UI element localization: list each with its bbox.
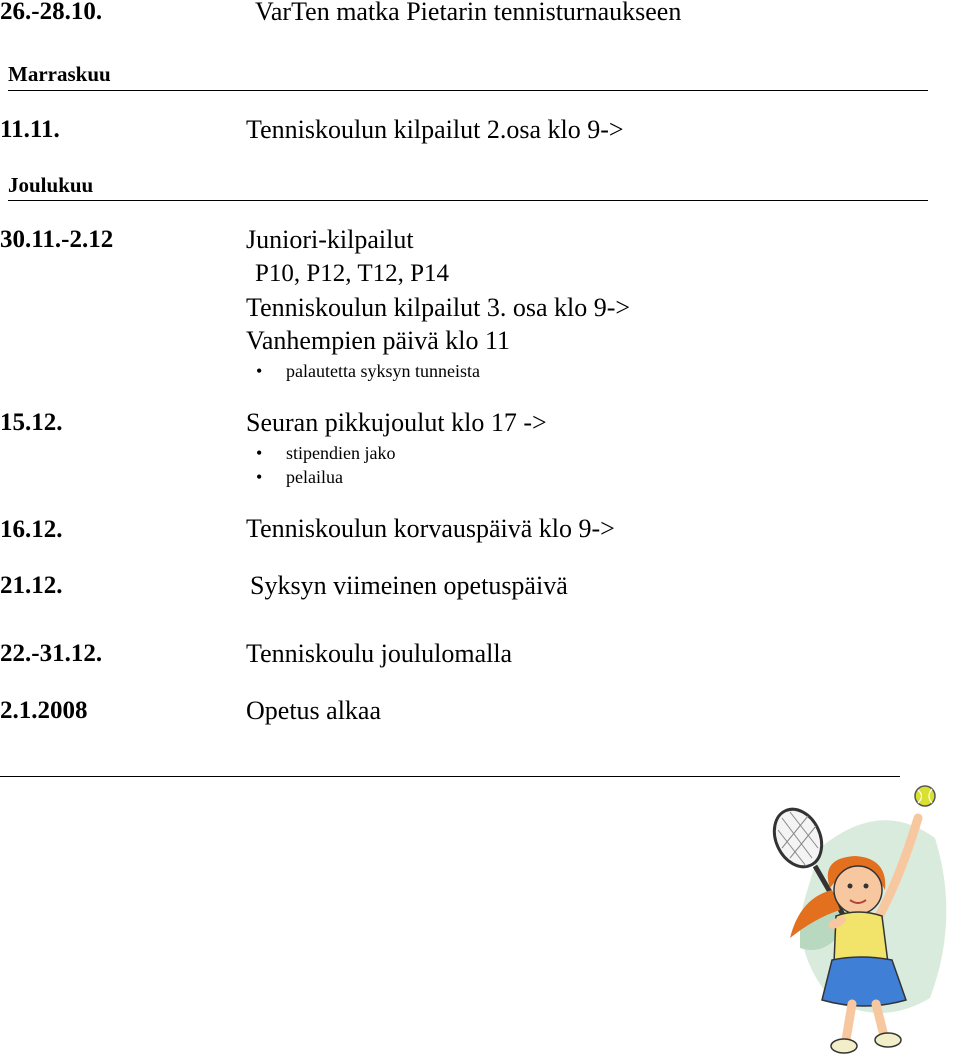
month-heading: Joulukuu xyxy=(8,173,94,197)
event-detail: Vanhempien päivä klo 11 xyxy=(246,326,511,355)
month-divider xyxy=(8,200,928,201)
event-date: 2.1.2008 xyxy=(0,697,88,724)
event-date: 30.11.-2.12 xyxy=(0,226,114,253)
tennis-player-girl-icon xyxy=(760,778,960,1063)
event-title: Syksyn viimeinen opetuspäivä xyxy=(250,571,568,600)
list-item: • palautetta syksyn tunneista xyxy=(256,359,480,383)
event-title: Tenniskoulu joululomalla xyxy=(246,639,513,668)
month-divider xyxy=(8,90,928,91)
event-title: Juniori-kilpailut xyxy=(246,225,414,254)
event-date: 15.12. xyxy=(0,409,63,436)
event-detail: Tenniskoulun kilpailut 3. osa klo 9-> xyxy=(246,293,631,322)
event-date: 22.-31.12. xyxy=(0,640,103,667)
event-detail: P10, P12, T12, P14 xyxy=(255,260,450,287)
bullet-list xyxy=(256,441,395,489)
event-date: 26.-28.10. xyxy=(0,0,103,25)
event-date: 16.12. xyxy=(0,516,63,543)
event-title: VarTen matka Pietarin tennisturnaukseen xyxy=(255,0,682,26)
event-title: Opetus alkaa xyxy=(246,696,382,725)
footer-divider xyxy=(0,776,900,777)
event-date: 21.12. xyxy=(0,572,63,599)
event-title: Tenniskoulun kilpailut 2.osa klo 9-> xyxy=(246,115,624,144)
bullet-list xyxy=(256,359,480,383)
month-heading: Marraskuu xyxy=(8,62,111,86)
list-item: • pelailua xyxy=(256,465,395,489)
event-date: 11.11. xyxy=(0,116,60,143)
list-item: • stipendien jako xyxy=(256,441,395,465)
event-title: Seuran pikkujoulut klo 17 -> xyxy=(246,408,547,437)
event-title: Tenniskoulun korvauspäivä klo 9-> xyxy=(246,514,615,543)
